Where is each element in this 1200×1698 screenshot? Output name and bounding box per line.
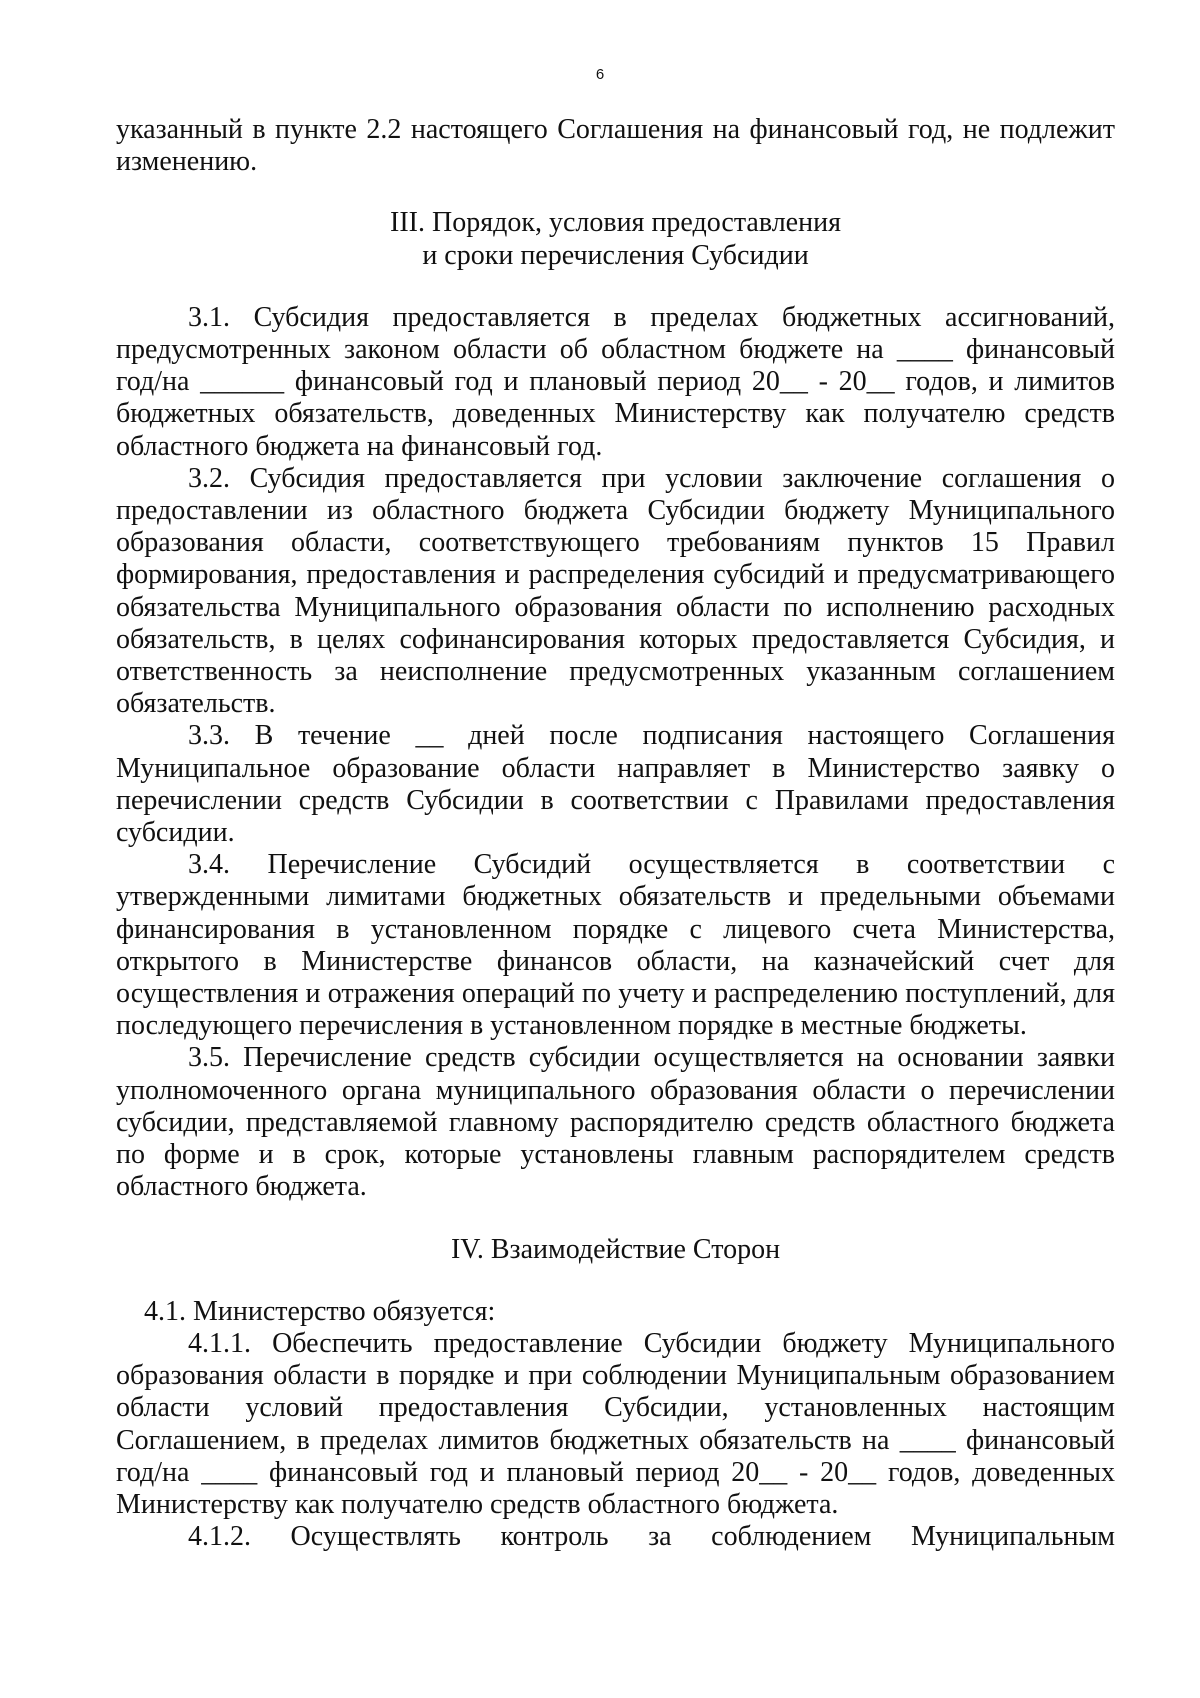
paragraph-3-1: 3.1. Субсидия предоставляется в пределах бюджетных ассигнований, предусмотренных законом области об областном бюджете на ____ финансовый год/на ______ финансовый год и плановый период 20__ - 20__ годов, и лимитов бюджетных обязательств, доведенных Министерству как получателю средств областного бюджета на финансовый год.: [116, 301, 1115, 462]
paragraph-3-4: 3.4. Перечисление Субсидий осуществляется в соответствии с утвержденными лимитами бюджетных обязательств и предельными объемами финансирования в установленном порядке с лицевого счета Министерства, открытого в Министерстве финансов области, на казначейский счет для осуществления и отражения операций по учету и распределению поступлений, для последующего перечисления в установленном порядке в местные бюджеты.: [116, 849, 1115, 1042]
paragraph-3-5: 3.5. Перечисление средств субсидии осуществляется на основании заявки уполномоченного органа муниципального образования области о перечислении субсидии, представляемой главному распорядителю средств областного бюджета по форме и в срок, которые установлены главным распорядителем средств областного бюджета.: [116, 1042, 1115, 1203]
paragraph-continuation: указанный в пункте 2.2 настоящего Соглашения на финансовый год, не подлежит изменению.: [116, 114, 1115, 178]
section-heading-3: [116, 207, 1115, 271]
paragraph-4-1-2: 4.1.2. Осуществлять контроль за соблюдением Муниципальным: [188, 1521, 1115, 1553]
paragraph-4-1-1: 4.1.1. Обеспечить предоставление Субсидии бюджету Муниципального образования области в порядке и при соблюдении Муниципальным образованием области условий предоставления Субсидии, установленных настоящим Соглашением, в пределах лимитов бюджетных обязательств на ____ финансовый год/на ____ финансовый год и плановый период 20__ - 20__ годов, доведенных Министерству как получателю средств областного бюджета.: [116, 1327, 1115, 1520]
section-heading-3-line1: III. Порядок, условия предоставления: [390, 207, 841, 239]
section-heading-3-line2: и сроки перечисления Субсидии: [422, 239, 809, 271]
paragraph-3-2: 3.2. Субсидия предоставляется при условии заключение соглашения о предоставлении из областного бюджета Субсидии бюджету Муниципального образования области, соответствующего требованиям пунктов 15 Правил формирования, предоставления и распределения субсидий и предусматривающего обязательства Муниципального образования области по исполнению расходных обязательств, в целях софинансирования которых предоставляется Субсидия, и ответственность за неисполнение предусмотренных указанным соглашением обязательств.: [116, 462, 1115, 720]
page-number: 6: [595, 66, 605, 83]
paragraph-4-1: 4.1. Министерство обязуется:: [144, 1295, 496, 1327]
section-heading-4: IV. Взаимодействие Сторон: [450, 1233, 781, 1265]
paragraph-3-3: 3.3. В течение __ дней после подписания настоящего Соглашения Муниципальное образование области направляет в Министерство заявку о перечислении средств Субсидии в соответствии с Правилами предоставления субсидии.: [116, 720, 1115, 849]
document-body: [116, 114, 1115, 1553]
